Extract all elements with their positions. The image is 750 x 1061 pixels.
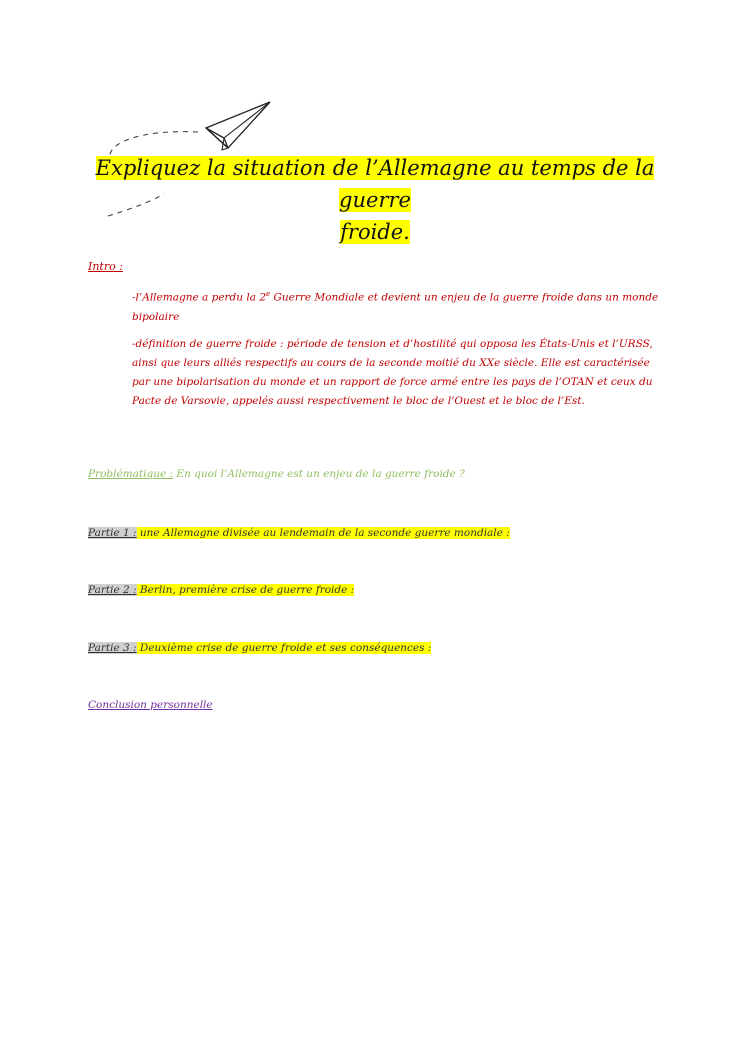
intro-label: Intro :: [88, 260, 123, 273]
conclusion-label: Conclusion personnelle: [88, 699, 213, 711]
title-line-1: Expliquez la situation de l’Allemagne au temps de la guerre: [95, 156, 655, 212]
title-line-2: froide.: [340, 220, 410, 244]
conclusion-line: [88, 697, 213, 713]
part-3-line: [88, 640, 431, 656]
part-1-line: [88, 525, 510, 541]
problematique-label: Problématique :: [88, 468, 174, 480]
part-2-line: [88, 582, 354, 598]
intro-point-1: -l’Allemagne a perdu la 2e Guerre Mondiale et devient un enjeu de la guerre froide dans un monde bipolaire: [132, 290, 659, 323]
problematique-text: En quoi l’Allemagne est un enjeu de la guerre froide ?: [173, 468, 465, 480]
part-3-text: Deuxième crise de guerre froide et ses conséquences :: [136, 642, 432, 654]
part-2-label: Partie 2 :: [88, 584, 137, 596]
intro-point-2: -définition de guerre froide : période de tension et d’hostilité qui opposa les États-Unis et l’URSS, ainsi que leurs alliés respectifs au cours de la seconde moitié du XXe siècle. Elle est caractérisée par une bipolarisation du monde et un rapport de force armé entre les pays de l’OTAN et ceux du Pacte de Varsovie, appelés aussi respectivement le bloc de l’Ouest et le bloc de l’Est.: [132, 337, 653, 407]
part-3-label: Partie 3 :: [88, 642, 137, 654]
part-2-text: Berlin, première crise de guerre froide :: [136, 584, 355, 596]
intro-block: [132, 285, 662, 419]
part-1-label: Partie 1 :: [88, 527, 137, 539]
part-1-text: une Allemagne divisée au lendemain de la seconde guerre mondiale :: [136, 527, 510, 539]
page-title: [85, 152, 665, 248]
problematique-line: [88, 466, 465, 482]
